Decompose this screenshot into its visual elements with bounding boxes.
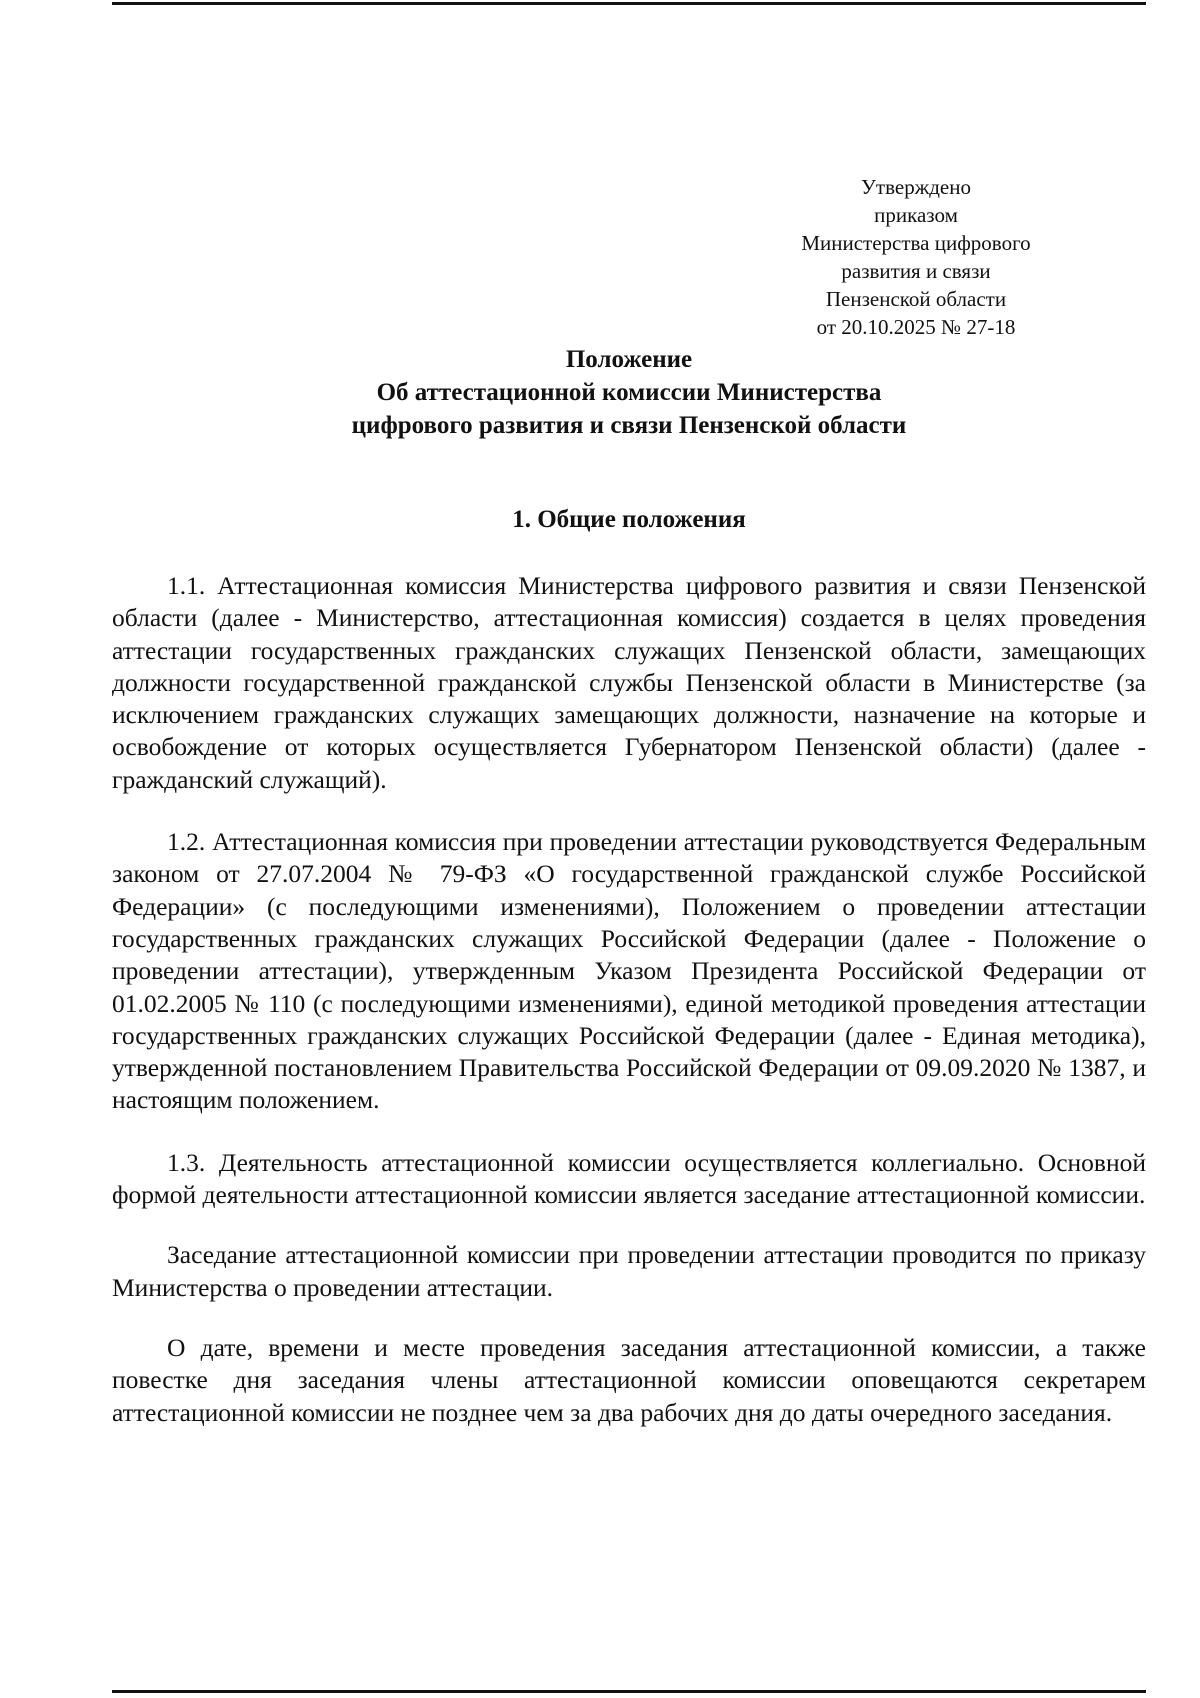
- paragraph-meeting-notice: О дате, времени и месте проведения заседания аттестационной комиссии, а также повестке дня заседания члены аттестационной комиссии оповещаются секретарем аттестационной комиссии не позднее чем за два рабочих дня до даты очередного заседания.: [112, 1332, 1146, 1427]
- approval-line: Пензенской области: [825, 287, 1007, 311]
- paragraph-meeting-order: Заседание аттестационной комиссии при проведении аттестации проводится по приказу Министерства о проведении аттестации.: [112, 1240, 1146, 1302]
- approval-line: развития и связи: [841, 259, 991, 283]
- section-body: [112, 570, 1146, 1457]
- top-rule: [112, 2, 1146, 5]
- document-title: [112, 343, 1146, 442]
- approval-line: Министерства цифрового: [801, 231, 1031, 255]
- approval-line: от 20.10.2025 № 27-18: [816, 315, 1016, 339]
- approval-stamp-block: [760, 173, 1072, 341]
- bottom-rule: [112, 1690, 1146, 1693]
- paragraph-1-3: 1.3. Деятельность аттестационной комиссии осуществляется коллегиально. Основной формой деятельности аттестационной комиссии является заседание аттестационной комиссии.: [112, 1147, 1146, 1210]
- title-line: Положение: [565, 346, 693, 373]
- approval-line: приказом: [874, 203, 958, 227]
- paragraph-1-2: 1.2. Аттестационная комиссия при проведении аттестации руководствуется Федеральным законом от 27.07.2004 № 79-ФЗ «О государственной гражданской службе Российской Федерации» (с последующими изменениями), Положением о проведении аттестации государственных гражданских служащих Российской Федерации (далее - Положение о проведении аттестации), утвержденным Указом Президента Российской Федерации от 01.02.2005 № 110 (с последующими изменениями), единой методикой проведения аттестации государственных гражданских служащих Российской Федерации (далее - Единая методика), утвержденной постановлением Правительства Российской Федерации от 09.09.2020 № 1387, и настоящим положением.: [112, 827, 1146, 1115]
- section-heading: 1. Общие положения: [512, 506, 746, 533]
- title-line: цифрового развития и связи Пензенской области: [351, 412, 907, 439]
- title-line: Об аттестационной комиссии Министерства: [376, 379, 882, 406]
- paragraph-1-1: 1.1. Аттестационная комиссия Министерства цифрового развития и связи Пензенской области (далее - Министерство, аттестационная комиссия) создается в целях проведения аттестации государственных гражданских служащих Пензенской области, замещающих должности государственной гражданской службы Пензенской области в Министерстве (за исключением гражданских служащих замещающих должности, назначение на которые и освобождение от которых осуществляется Губернатором Пензенской области) (далее - гражданский служащий).: [112, 571, 1146, 794]
- approval-line: Утверждено: [861, 175, 971, 199]
